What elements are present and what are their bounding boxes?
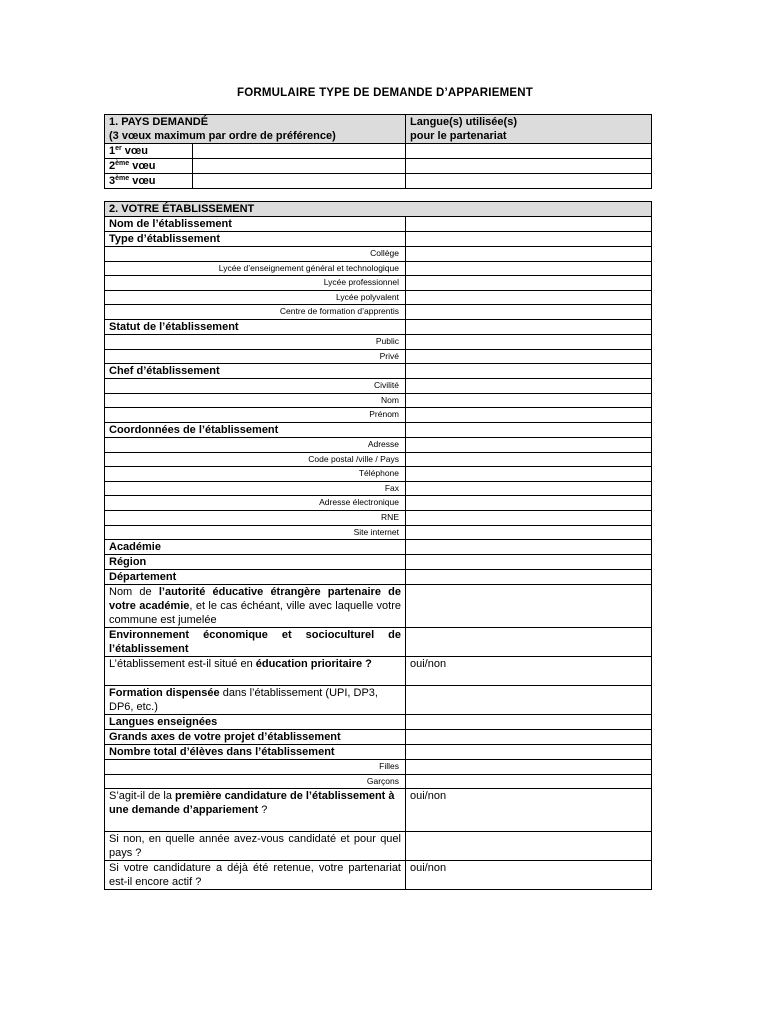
languages-label: Langues enseignées [105,715,406,730]
priority-education-label: L’établissement est-il situé en éducation prioritaire ? [105,657,406,686]
training-label: Formation dispensée dans l’établissement (UPI, DP3, DP6, etc.) [105,686,406,715]
head-field[interactable] [406,364,652,379]
head-civility-field[interactable] [406,379,652,394]
contact-rne-field[interactable] [406,510,652,525]
wish-1-label: 1er vœu [105,144,193,159]
wish-1-language-field[interactable] [406,144,652,159]
head-firstname-field[interactable] [406,408,652,423]
contact-address-field[interactable] [406,437,652,452]
language-header-line2: pour le partenariat [410,130,507,142]
department-label: Département [105,570,406,585]
type-lp-field[interactable] [406,276,652,291]
language-header-line1: Langue(s) utilisée(s) [410,116,517,128]
status-label: Statut de l’établissement [105,319,406,334]
status-field[interactable] [406,319,652,334]
contact-address-label: Adresse [105,437,406,452]
girls-label: Filles [105,760,406,775]
contact-email-field[interactable] [406,496,652,511]
wish-3-country-field[interactable] [193,174,406,189]
status-public-field[interactable] [406,334,652,349]
school-name-label: Nom de l’établissement [105,217,406,232]
languages-field[interactable] [406,715,652,730]
training-field[interactable] [406,686,652,715]
previous-application-label: Si non, en quelle année avez-vous candidaté et pour quel pays ? [105,832,406,861]
type-polyvalent-field[interactable] [406,290,652,305]
environment-label: Environnement économique et socioculturel de l’établissement [105,628,406,657]
boys-field[interactable] [406,774,652,789]
wish-2-label: 2ème vœu [105,159,193,174]
language-header [406,115,652,144]
student-count-field[interactable] [406,745,652,760]
school-type-label: Type d’établissement [105,232,406,247]
section1-header [105,115,406,144]
head-lastname-field[interactable] [406,393,652,408]
establishment-table [104,201,652,890]
type-college-label: Collège [105,247,406,262]
contact-postcode-field[interactable] [406,452,652,467]
type-lgt-field[interactable] [406,261,652,276]
wish-2-country-field[interactable] [193,159,406,174]
partnership-active-label: Si votre candidature a déjà été retenue, votre partenariat est-il encore actif ? [105,861,406,890]
wish-1-country-field[interactable] [193,144,406,159]
priority-education-field[interactable]: oui/non [406,657,652,686]
wish-3-label: 3ème vœu [105,174,193,189]
project-axes-label: Grands axes de votre projet d’établissement [105,730,406,745]
contact-fax-label: Fax [105,481,406,496]
head-lastname-label: Nom [105,393,406,408]
contact-fax-field[interactable] [406,481,652,496]
contact-label: Coordonnées de l’établissement [105,422,406,437]
first-application-field[interactable]: oui/non [406,789,652,832]
contact-postcode-label: Code postal /ville / Pays [105,452,406,467]
contact-field[interactable] [406,422,652,437]
wish-3-language-field[interactable] [406,174,652,189]
foreign-authority-field[interactable] [406,585,652,628]
contact-website-field[interactable] [406,525,652,540]
wish-2-language-field[interactable] [406,159,652,174]
head-label: Chef d’établissement [105,364,406,379]
status-public-label: Public [105,334,406,349]
previous-application-field[interactable] [406,832,652,861]
status-private-field[interactable] [406,349,652,364]
section1-subheading: (3 vœux maximum par ordre de préférence) [109,130,336,142]
country-request-table [104,114,652,189]
type-cfa-label: Centre de formation d’apprentis [105,305,406,320]
contact-rne-label: RNE [105,510,406,525]
section1-heading: 1. PAYS DEMANDÉ [109,116,209,128]
boys-label: Garçons [105,774,406,789]
page-title: FORMULAIRE TYPE DE DEMANDE D’APPARIEMENT [237,87,533,99]
first-application-label: S’agit-il de la première candidature de l’établissement à une demande d’appariement ? [105,789,406,832]
project-axes-field[interactable] [406,730,652,745]
type-cfa-field[interactable] [406,305,652,320]
head-civility-label: Civilité [105,379,406,394]
type-college-field[interactable] [406,247,652,262]
school-type-field[interactable] [406,232,652,247]
contact-website-label: Site internet [105,525,406,540]
type-lgt-label: Lycée d’enseignement général et technologique [105,261,406,276]
foreign-authority-label: Nom de l’autorité éducative étrangère partenaire de votre académie, et le cas échéant, ville avec laquelle votre commune est jumelée [105,585,406,628]
academy-label: Académie [105,540,406,555]
region-label: Région [105,555,406,570]
type-lp-label: Lycée professionnel [105,276,406,291]
school-name-field[interactable] [406,217,652,232]
contact-phone-label: Téléphone [105,467,406,482]
head-firstname-label: Prénom [105,408,406,423]
department-field[interactable] [406,570,652,585]
academy-field[interactable] [406,540,652,555]
contact-phone-field[interactable] [406,467,652,482]
type-polyvalent-label: Lycée polyvalent [105,290,406,305]
partnership-active-field[interactable]: oui/non [406,861,652,890]
student-count-label: Nombre total d’élèves dans l’établissement [105,745,406,760]
region-field[interactable] [406,555,652,570]
contact-email-label: Adresse électronique [105,496,406,511]
environment-field[interactable] [406,628,652,657]
section2-heading: 2. VOTRE ÉTABLISSEMENT [105,202,652,217]
girls-field[interactable] [406,760,652,775]
status-private-label: Privé [105,349,406,364]
